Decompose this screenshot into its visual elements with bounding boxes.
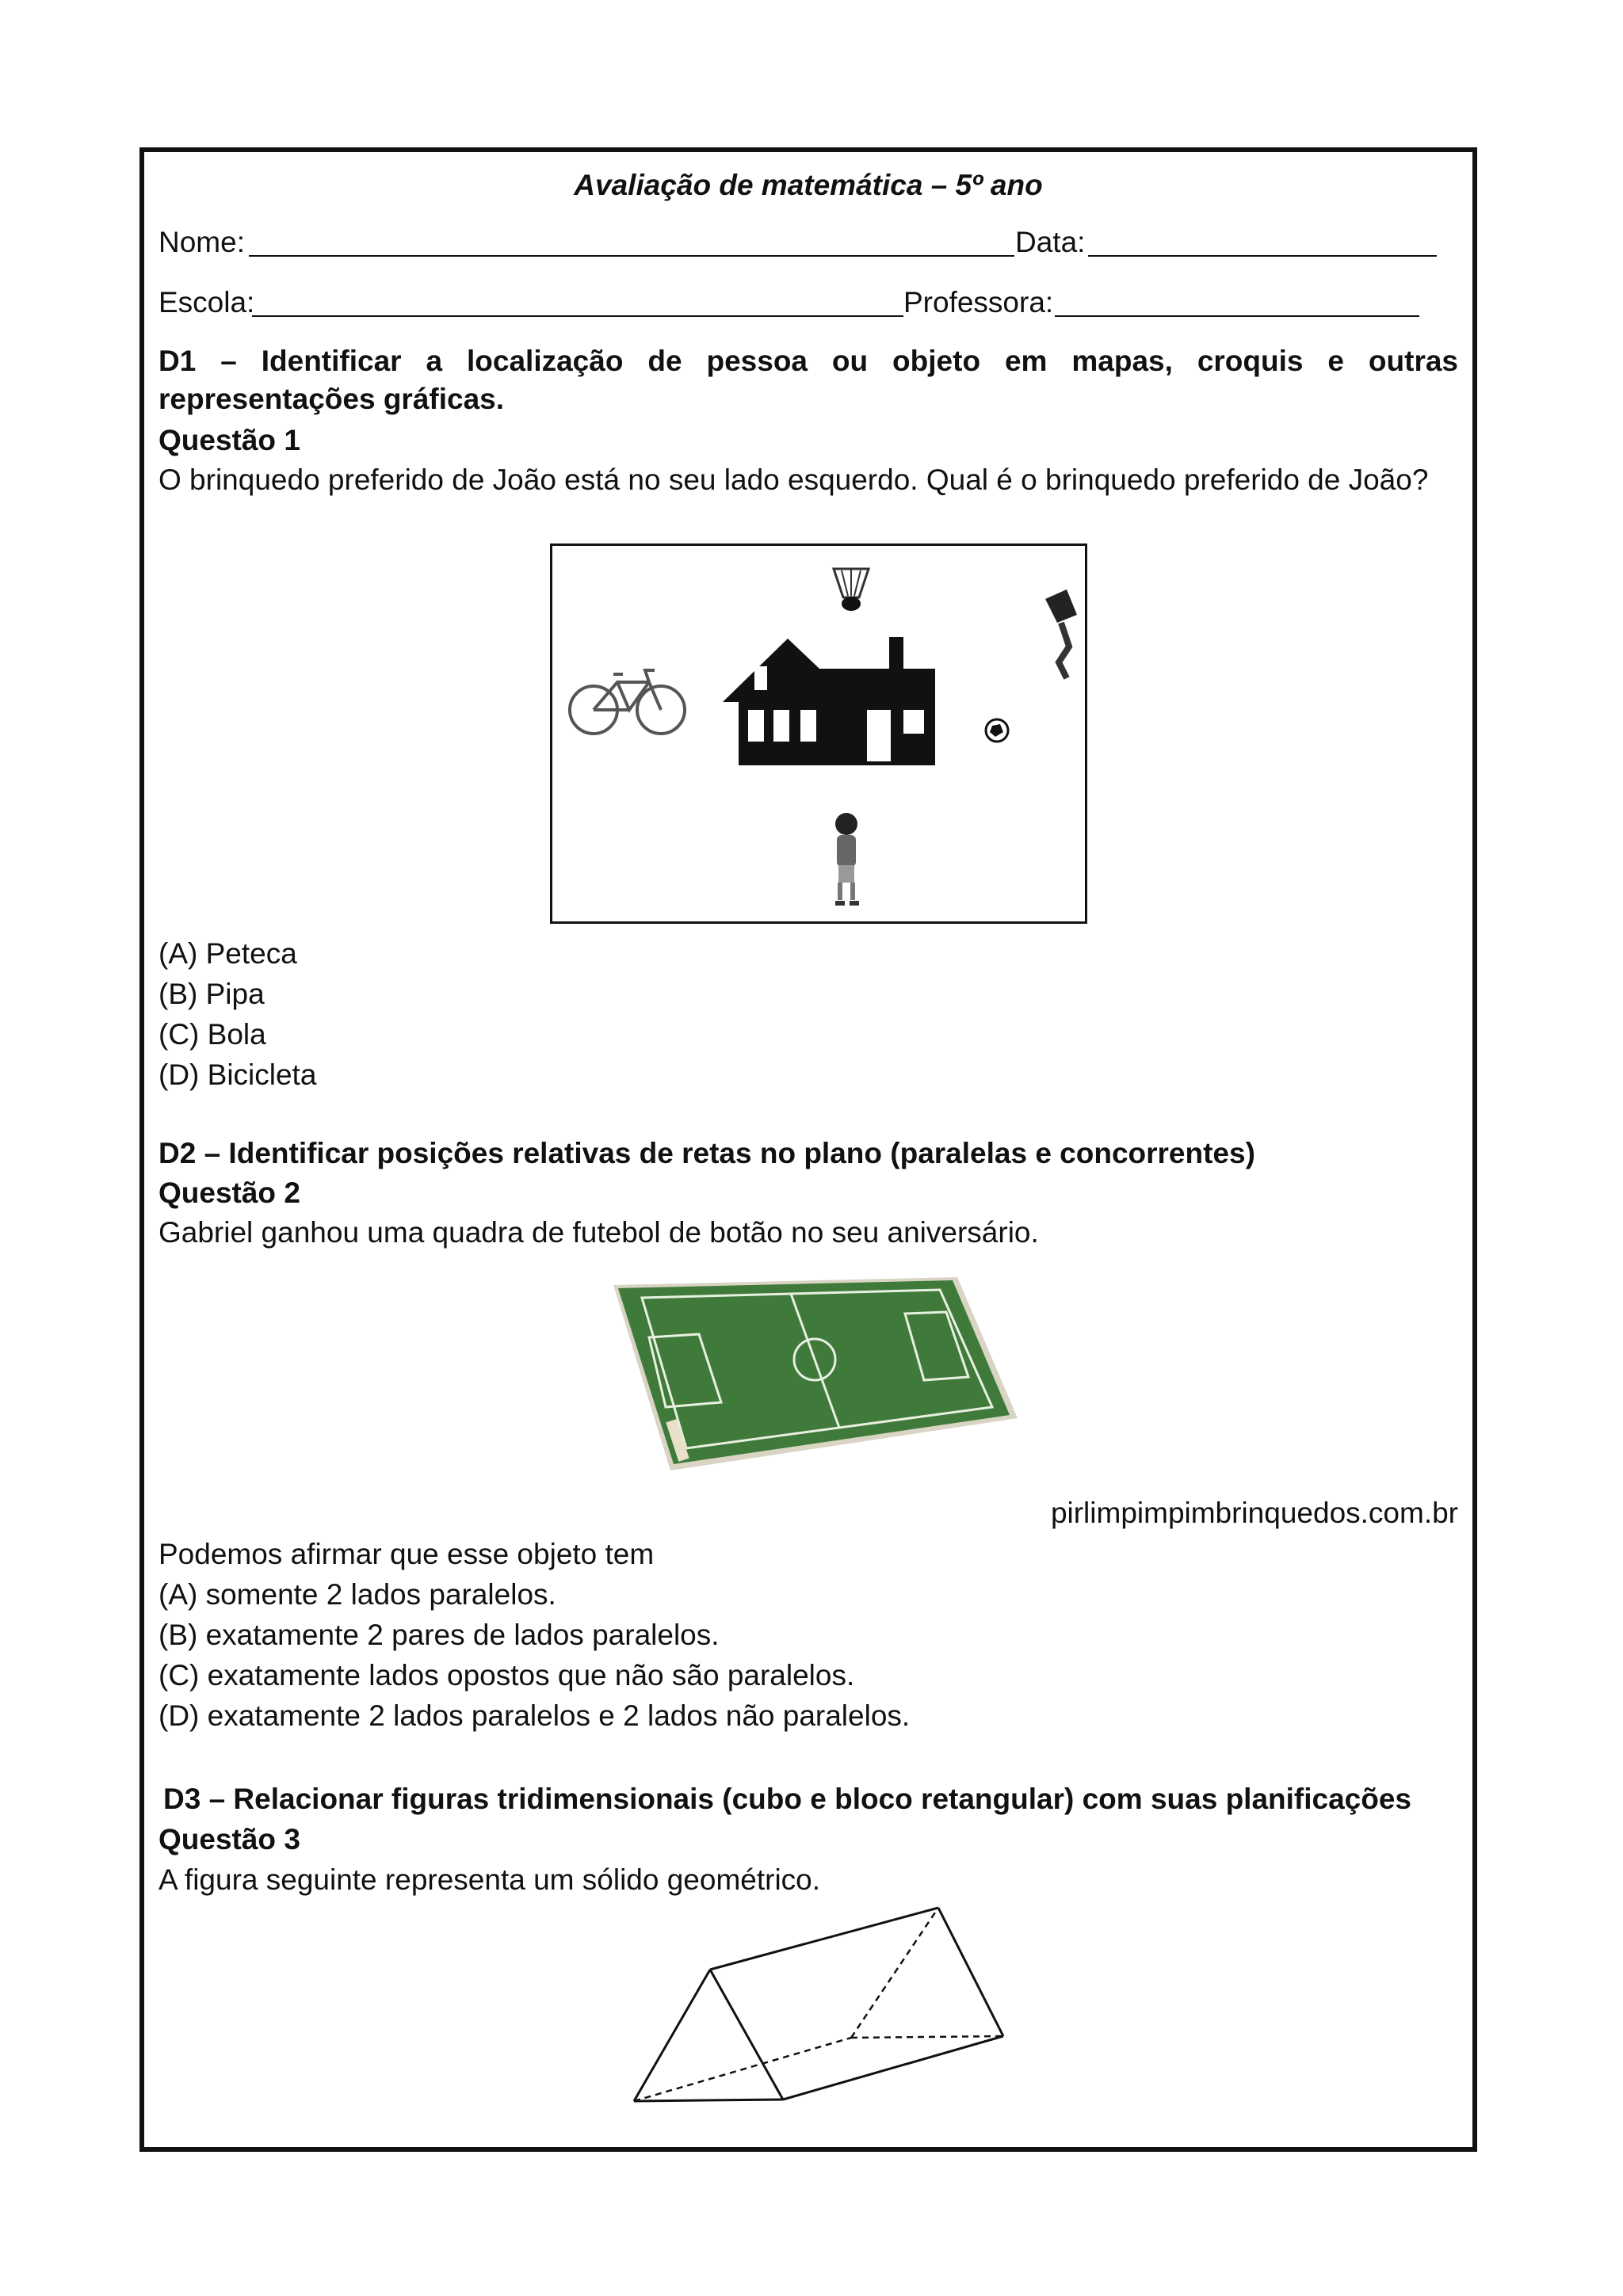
professora-label: Professora: xyxy=(903,286,1054,318)
d1-option-a: (A) Peteca xyxy=(158,937,297,970)
d2-question-label: Questão 2 xyxy=(158,1177,300,1209)
exam-title: Avaliação de matemática – 5º ano xyxy=(574,169,1043,201)
d2-lead: Podemos afirmar que esse objeto tem xyxy=(158,1538,655,1570)
exam-frame xyxy=(139,147,1477,2152)
d2-option-c: (C) exatamente lados opostos que não são paralelos. xyxy=(158,1659,855,1691)
data-blank xyxy=(1088,255,1437,257)
d2-option-b: (B) exatamente 2 pares de lados paralelos. xyxy=(158,1619,720,1651)
prism-illustration xyxy=(631,1903,1090,2125)
d2-descriptor: D2 – Identificar posições relativas de retas no plano (paralelas e concorrentes) xyxy=(158,1137,1255,1169)
d2-option-d: (D) exatamente 2 lados paralelos e 2 lados não paralelos. xyxy=(158,1699,911,1732)
nome-blank xyxy=(249,255,1014,257)
professora-blank xyxy=(1055,315,1419,317)
d3-prompt: A figura seguinte representa um sólido geométrico. xyxy=(158,1863,821,1896)
d3-descriptor: D3 – Relacionar figuras tridimensionais (cubo e bloco retangular) com suas planificações xyxy=(163,1783,1411,1815)
d1-descriptor: D1 – Identificar a localização de pessoa ou objeto em mapas, croquis e outras representações gráficas. xyxy=(158,345,1458,415)
ball-icon xyxy=(986,719,1008,742)
d1-question-label: Questão 1 xyxy=(158,424,300,456)
d1-prompt: O brinquedo preferido de João está no seu lado esquerdo. Qual é o brinquedo preferido de João? xyxy=(158,463,1429,496)
d3-question-label: Questão 3 xyxy=(158,1823,300,1855)
nome-label: Nome: xyxy=(158,226,245,258)
d1-option-d: (D) Bicicleta xyxy=(158,1058,317,1091)
data-label: Data: xyxy=(1015,226,1086,258)
d2-prompt: Gabriel ganhou uma quadra de futebol de botão no seu aniversário. xyxy=(158,1216,1039,1249)
escola-label: Escola: xyxy=(158,286,255,318)
escola-blank xyxy=(252,315,903,317)
soccer-board-illustration xyxy=(605,1261,1018,1499)
map-illustration xyxy=(550,543,1087,924)
d2-source: pirlimpimpimbrinquedos.com.br xyxy=(1050,1497,1458,1529)
d2-option-a: (A) somente 2 lados paralelos. xyxy=(158,1578,556,1611)
d1-option-c: (C) Bola xyxy=(158,1018,266,1051)
d1-option-b: (B) Pipa xyxy=(158,978,265,1010)
